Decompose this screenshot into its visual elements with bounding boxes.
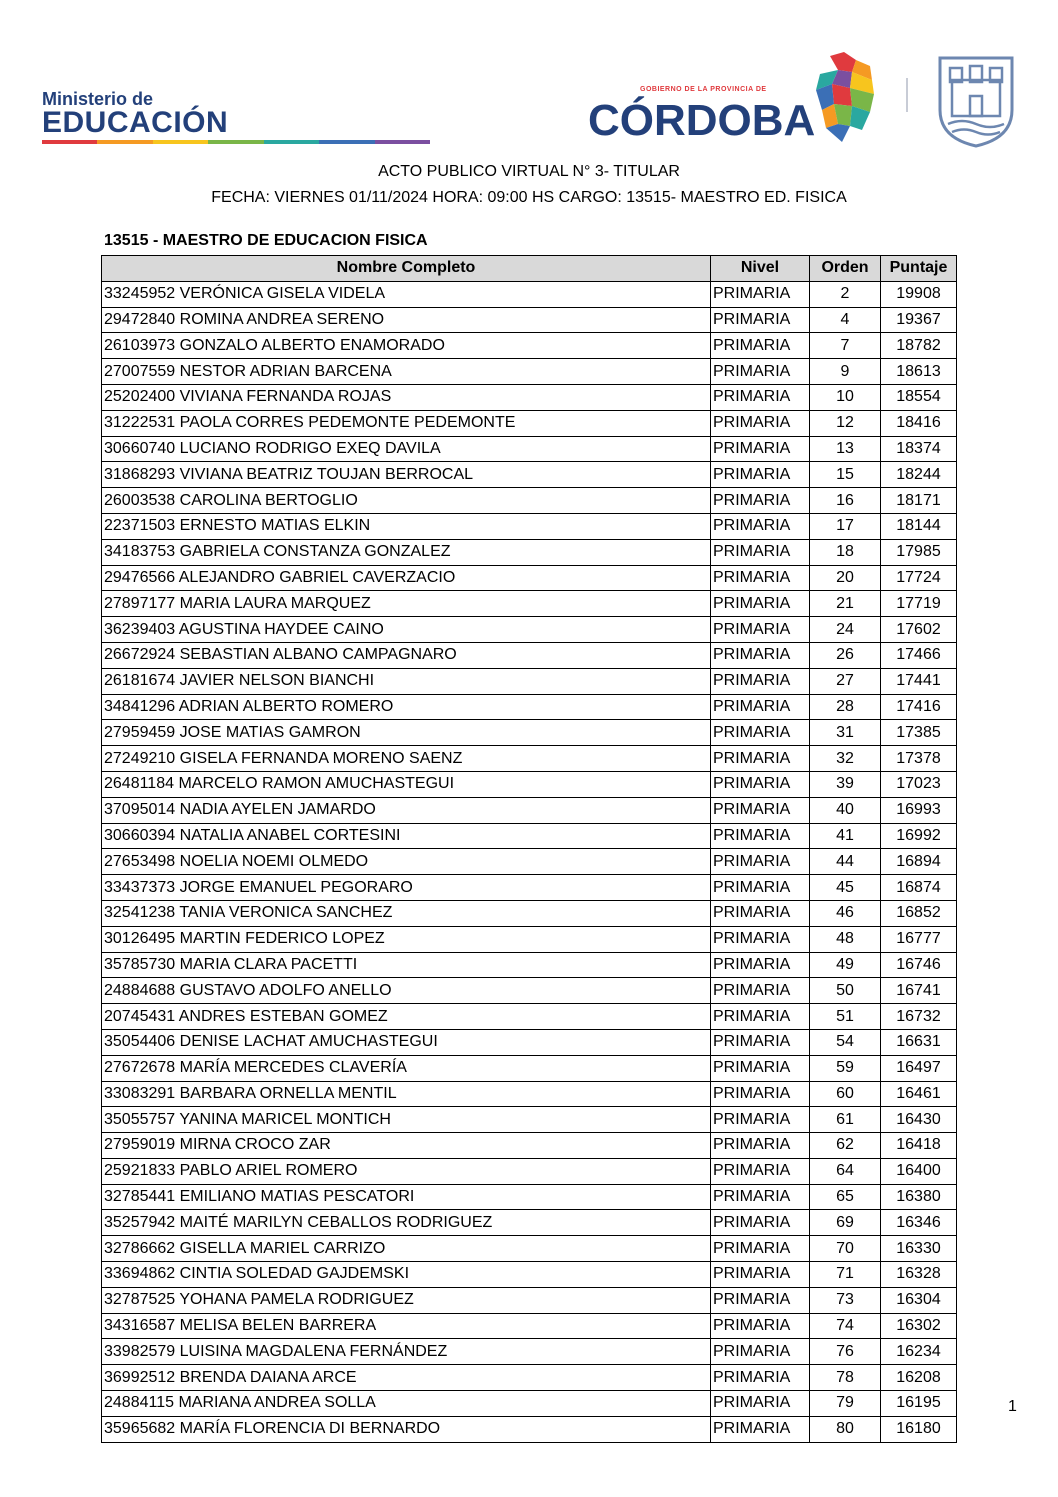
cell-nombre: 36239403 AGUSTINA HAYDEE CAINO — [102, 617, 711, 643]
cell-nombre: 35785730 MARIA CLARA PACETTI — [102, 952, 711, 978]
section-heading: 13515 - MAESTRO DE EDUCACION FISICA — [104, 232, 428, 249]
cell-puntaje: 16418 — [881, 1133, 957, 1159]
cell-nivel: PRIMARIA — [711, 539, 810, 565]
cell-nivel: PRIMARIA — [711, 410, 810, 436]
cell-puntaje: 16430 — [881, 1107, 957, 1133]
province-map-icon — [812, 50, 882, 145]
cell-orden: 16 — [810, 488, 881, 514]
table-row — [102, 849, 957, 875]
table-row — [102, 1081, 957, 1107]
cell-orden: 48 — [810, 926, 881, 952]
cell-nombre: 27959459 JOSE MATIAS GAMRON — [102, 720, 711, 746]
table-row — [102, 513, 957, 539]
cell-puntaje: 16631 — [881, 1029, 957, 1055]
cell-nivel: PRIMARIA — [711, 823, 810, 849]
cell-orden: 4 — [810, 307, 881, 333]
cell-puntaje: 17985 — [881, 539, 957, 565]
cell-nombre: 27897177 MARIA LAURA MARQUEZ — [102, 591, 711, 617]
cell-nombre: 22371503 ERNESTO MATIAS ELKIN — [102, 513, 711, 539]
table-row — [102, 1236, 957, 1262]
cell-nivel: PRIMARIA — [711, 281, 810, 307]
cell-orden: 17 — [810, 513, 881, 539]
cell-orden: 76 — [810, 1339, 881, 1365]
cell-puntaje: 17023 — [881, 771, 957, 797]
cell-orden: 21 — [810, 591, 881, 617]
cell-orden: 62 — [810, 1133, 881, 1159]
stripe-segment — [264, 140, 319, 144]
cell-nombre: 34183753 GABRIELA CONSTANZA GONZALEZ — [102, 539, 711, 565]
cell-nombre: 35055757 YANINA MARICEL MONTICH — [102, 1107, 711, 1133]
table-row — [102, 488, 957, 514]
cell-puntaje: 16497 — [881, 1055, 957, 1081]
cell-nombre: 33083291 BARBARA ORNELLA MENTIL — [102, 1081, 711, 1107]
cell-orden: 73 — [810, 1287, 881, 1313]
table-row — [102, 771, 957, 797]
page-number: 1 — [1008, 1398, 1017, 1415]
cell-nombre: 34841296 ADRIAN ALBERTO ROMERO — [102, 694, 711, 720]
cell-orden: 28 — [810, 694, 881, 720]
cell-nombre: 34316587 MELISA BELEN BARRERA — [102, 1313, 711, 1339]
column-header-nivel: Nivel — [711, 256, 810, 282]
cell-orden: 50 — [810, 978, 881, 1004]
cell-puntaje: 16746 — [881, 952, 957, 978]
cell-orden: 64 — [810, 1158, 881, 1184]
cell-nombre: 36992512 BRENDA DAIANA ARCE — [102, 1365, 711, 1391]
cell-nivel: PRIMARIA — [711, 462, 810, 488]
stripe-segment — [42, 140, 97, 144]
cell-nivel: PRIMARIA — [711, 642, 810, 668]
cell-orden: 80 — [810, 1416, 881, 1442]
table-row — [102, 410, 957, 436]
table-row — [102, 1416, 957, 1442]
cell-nivel: PRIMARIA — [711, 1391, 810, 1417]
cell-nivel: PRIMARIA — [711, 488, 810, 514]
cell-nombre: 30660394 NATALIA ANABEL CORTESINI — [102, 823, 711, 849]
cell-nivel: PRIMARIA — [711, 1133, 810, 1159]
cell-nivel: PRIMARIA — [711, 926, 810, 952]
ministry-color-stripe — [42, 140, 430, 144]
cell-orden: 31 — [810, 720, 881, 746]
table-row — [102, 668, 957, 694]
cell-orden: 45 — [810, 875, 881, 901]
cell-orden: 18 — [810, 539, 881, 565]
table-row — [102, 720, 957, 746]
cell-puntaje: 17385 — [881, 720, 957, 746]
cell-puntaje: 16195 — [881, 1391, 957, 1417]
cell-puntaje: 18613 — [881, 359, 957, 385]
cell-nombre: 35054406 DENISE LACHAT AMUCHASTEGUI — [102, 1029, 711, 1055]
table-row — [102, 1339, 957, 1365]
cell-puntaje: 18144 — [881, 513, 957, 539]
cell-nivel: PRIMARIA — [711, 900, 810, 926]
cell-nombre: 26103973 GONZALO ALBERTO ENAMORADO — [102, 333, 711, 359]
cell-nivel: PRIMARIA — [711, 1107, 810, 1133]
cell-puntaje: 17719 — [881, 591, 957, 617]
cell-nivel: PRIMARIA — [711, 1416, 810, 1442]
document-subtitle: FECHA: VIERNES 01/11/2024 HORA: 09:00 HS CARGO: 13515- MAESTRO ED. FISICA — [211, 189, 847, 206]
stripe-segment — [97, 140, 152, 144]
cell-puntaje: 16894 — [881, 849, 957, 875]
cell-orden: 32 — [810, 746, 881, 772]
cell-orden: 10 — [810, 384, 881, 410]
cell-nivel: PRIMARIA — [711, 1210, 810, 1236]
cell-orden: 13 — [810, 436, 881, 462]
cell-nombre: 37095014 NADIA AYELEN JAMARDO — [102, 797, 711, 823]
cell-puntaje: 16380 — [881, 1184, 957, 1210]
cell-nivel: PRIMARIA — [711, 307, 810, 333]
cell-orden: 61 — [810, 1107, 881, 1133]
cell-nivel: PRIMARIA — [711, 436, 810, 462]
cell-puntaje: 18554 — [881, 384, 957, 410]
table-row — [102, 1158, 957, 1184]
cell-orden: 24 — [810, 617, 881, 643]
cell-nombre: 25921833 PABLO ARIEL ROMERO — [102, 1158, 711, 1184]
table-row — [102, 1391, 957, 1417]
table-row — [102, 926, 957, 952]
cell-puntaje: 16993 — [881, 797, 957, 823]
table-row — [102, 333, 957, 359]
cell-nombre: 27249210 GISELA FERNANDA MORENO SAENZ — [102, 746, 711, 772]
cell-nivel: PRIMARIA — [711, 746, 810, 772]
cell-orden: 74 — [810, 1313, 881, 1339]
cell-nivel: PRIMARIA — [711, 694, 810, 720]
cell-puntaje: 16732 — [881, 1004, 957, 1030]
cell-nivel: PRIMARIA — [711, 849, 810, 875]
cell-puntaje: 17441 — [881, 668, 957, 694]
cell-puntaje: 16874 — [881, 875, 957, 901]
cell-orden: 44 — [810, 849, 881, 875]
cell-nombre: 32786662 GISELLA MARIEL CARRIZO — [102, 1236, 711, 1262]
cell-nivel: PRIMARIA — [711, 771, 810, 797]
cell-puntaje: 16328 — [881, 1262, 957, 1288]
cell-nombre: 33245952 VERÓNICA GISELA VIDELA — [102, 281, 711, 307]
cell-orden: 60 — [810, 1081, 881, 1107]
column-header-puntaje: Puntaje — [881, 256, 957, 282]
table-row — [102, 591, 957, 617]
cell-nombre: 29476566 ALEJANDRO GABRIEL CAVERZACIO — [102, 565, 711, 591]
table-row — [102, 462, 957, 488]
cell-nivel: PRIMARIA — [711, 384, 810, 410]
cell-nivel: PRIMARIA — [711, 875, 810, 901]
logo-separator — [906, 78, 908, 112]
cell-nivel: PRIMARIA — [711, 1055, 810, 1081]
cell-nivel: PRIMARIA — [711, 1365, 810, 1391]
cell-nombre: 27672678 MARÍA MERCEDES CLAVERÍA — [102, 1055, 711, 1081]
cell-nivel: PRIMARIA — [711, 1236, 810, 1262]
cell-orden: 69 — [810, 1210, 881, 1236]
table-row — [102, 281, 957, 307]
cell-nombre: 26003538 CAROLINA BERTOGLIO — [102, 488, 711, 514]
cell-puntaje: 16346 — [881, 1210, 957, 1236]
document-title: ACTO PUBLICO VIRTUAL N° 3- TITULAR — [378, 163, 680, 180]
cell-nombre: 35965682 MARÍA FLORENCIA DI BERNARDO — [102, 1416, 711, 1442]
cell-nivel: PRIMARIA — [711, 1262, 810, 1288]
cell-orden: 49 — [810, 952, 881, 978]
cell-puntaje: 16461 — [881, 1081, 957, 1107]
results-table — [101, 255, 957, 1443]
cell-orden: 7 — [810, 333, 881, 359]
table-row — [102, 307, 957, 333]
cell-nivel: PRIMARIA — [711, 720, 810, 746]
gov-small-text: GOBIERNO DE LA PROVINCIA DE — [640, 86, 767, 93]
ministry-line2: EDUCACIÓN — [42, 106, 229, 139]
table-row — [102, 875, 957, 901]
table-row — [102, 1107, 957, 1133]
cell-puntaje: 16400 — [881, 1158, 957, 1184]
cell-nombre: 26672924 SEBASTIAN ALBANO CAMPAGNARO — [102, 642, 711, 668]
cell-puntaje: 17416 — [881, 694, 957, 720]
cell-puntaje: 16180 — [881, 1416, 957, 1442]
cell-nivel: PRIMARIA — [711, 952, 810, 978]
cell-puntaje: 16302 — [881, 1313, 957, 1339]
table-row — [102, 694, 957, 720]
cell-nombre: 33437373 JORGE EMANUEL PEGORARO — [102, 875, 711, 901]
cell-orden: 2 — [810, 281, 881, 307]
cell-puntaje: 18244 — [881, 462, 957, 488]
column-header-nombre: Nombre Completo — [102, 256, 711, 282]
table-row — [102, 1365, 957, 1391]
table-row — [102, 359, 957, 385]
cell-orden: 15 — [810, 462, 881, 488]
cell-orden: 59 — [810, 1055, 881, 1081]
cell-puntaje: 19908 — [881, 281, 957, 307]
table-row — [102, 565, 957, 591]
cell-puntaje: 17466 — [881, 642, 957, 668]
cell-nombre: 30126495 MARTIN FEDERICO LOPEZ — [102, 926, 711, 952]
stripe-segment — [208, 140, 263, 144]
cell-orden: 79 — [810, 1391, 881, 1417]
cell-nivel: PRIMARIA — [711, 1004, 810, 1030]
cell-nombre: 24884688 GUSTAVO ADOLFO ANELLO — [102, 978, 711, 1004]
table-row — [102, 1055, 957, 1081]
cordoba-government-logo — [588, 50, 888, 150]
cell-orden: 70 — [810, 1236, 881, 1262]
cell-puntaje: 16234 — [881, 1339, 957, 1365]
cell-puntaje: 16741 — [881, 978, 957, 1004]
cell-puntaje: 17724 — [881, 565, 957, 591]
cell-nombre: 32787525 YOHANA PAMELA RODRIGUEZ — [102, 1287, 711, 1313]
ministerio-educacion-logo — [42, 90, 432, 150]
cell-nivel: PRIMARIA — [711, 978, 810, 1004]
cell-nivel: PRIMARIA — [711, 668, 810, 694]
cell-nivel: PRIMARIA — [711, 565, 810, 591]
table-row — [102, 1210, 957, 1236]
table-row — [102, 1004, 957, 1030]
table-row — [102, 952, 957, 978]
cell-nombre: 31868293 VIVIANA BEATRIZ TOUJAN BERROCAL — [102, 462, 711, 488]
cell-nivel: PRIMARIA — [711, 1081, 810, 1107]
table-row — [102, 384, 957, 410]
cell-nivel: PRIMARIA — [711, 359, 810, 385]
cell-nivel: PRIMARIA — [711, 797, 810, 823]
cell-puntaje: 18374 — [881, 436, 957, 462]
cell-nivel: PRIMARIA — [711, 1184, 810, 1210]
cell-puntaje: 17378 — [881, 746, 957, 772]
stripe-segment — [319, 140, 374, 144]
cell-orden: 40 — [810, 797, 881, 823]
table-row — [102, 900, 957, 926]
cell-nombre: 24884115 MARIANA ANDREA SOLLA — [102, 1391, 711, 1417]
cell-nombre: 33694862 CINTIA SOLEDAD GAJDEMSKI — [102, 1262, 711, 1288]
cell-puntaje: 18782 — [881, 333, 957, 359]
table-header-row — [102, 256, 957, 282]
cell-nivel: PRIMARIA — [711, 333, 810, 359]
cell-orden: 9 — [810, 359, 881, 385]
cell-puntaje: 17602 — [881, 617, 957, 643]
cell-orden: 51 — [810, 1004, 881, 1030]
cell-puntaje: 16330 — [881, 1236, 957, 1262]
table-row — [102, 1287, 957, 1313]
cell-nivel: PRIMARIA — [711, 1287, 810, 1313]
cell-nombre: 33982579 LUISINA MAGDALENA FERNÁNDEZ — [102, 1339, 711, 1365]
cell-orden: 54 — [810, 1029, 881, 1055]
cordoba-coat-of-arms-icon — [932, 52, 1020, 150]
table-row — [102, 1133, 957, 1159]
table-row — [102, 1262, 957, 1288]
cell-nombre: 29472840 ROMINA ANDREA SERENO — [102, 307, 711, 333]
cell-nombre: 32785441 EMILIANO MATIAS PESCATORI — [102, 1184, 711, 1210]
cell-nivel: PRIMARIA — [711, 617, 810, 643]
cell-orden: 26 — [810, 642, 881, 668]
stripe-segment — [375, 140, 430, 144]
cell-nombre: 27653498 NOELIA NOEMI OLMEDO — [102, 849, 711, 875]
cell-puntaje: 16304 — [881, 1287, 957, 1313]
cell-nivel: PRIMARIA — [711, 1313, 810, 1339]
table-row — [102, 436, 957, 462]
cell-orden: 20 — [810, 565, 881, 591]
table-row — [102, 797, 957, 823]
table-row — [102, 823, 957, 849]
cell-nombre: 27959019 MIRNA CROCO ZAR — [102, 1133, 711, 1159]
cell-nivel: PRIMARIA — [711, 513, 810, 539]
province-wordmark: CÓRDOBA — [588, 96, 816, 145]
table-row — [102, 978, 957, 1004]
cell-puntaje: 16992 — [881, 823, 957, 849]
ministry-line1: Ministerio de — [42, 89, 154, 109]
table-row — [102, 617, 957, 643]
cell-nivel: PRIMARIA — [711, 591, 810, 617]
cell-nombre: 35257942 MAITÉ MARILYN CEBALLOS RODRIGUEZ — [102, 1210, 711, 1236]
cell-nombre: 30660740 LUCIANO RODRIGO EXEQ DAVILA — [102, 436, 711, 462]
cell-nombre: 20745431 ANDRES ESTEBAN GOMEZ — [102, 1004, 711, 1030]
table-row — [102, 746, 957, 772]
cell-puntaje: 16208 — [881, 1365, 957, 1391]
cell-nombre: 32541238 TANIA VERONICA SANCHEZ — [102, 900, 711, 926]
cell-orden: 78 — [810, 1365, 881, 1391]
cell-orden: 39 — [810, 771, 881, 797]
table-row — [102, 1313, 957, 1339]
cell-orden: 46 — [810, 900, 881, 926]
cell-nombre: 26181674 JAVIER NELSON BIANCHI — [102, 668, 711, 694]
stripe-segment — [153, 140, 208, 144]
cell-nombre: 31222531 PAOLA CORRES PEDEMONTE PEDEMONTE — [102, 410, 711, 436]
cell-nivel: PRIMARIA — [711, 1029, 810, 1055]
cell-nombre: 26481184 MARCELO RAMON AMUCHASTEGUI — [102, 771, 711, 797]
table-row — [102, 642, 957, 668]
cell-orden: 12 — [810, 410, 881, 436]
cell-orden: 65 — [810, 1184, 881, 1210]
cell-puntaje: 16777 — [881, 926, 957, 952]
cell-puntaje: 18416 — [881, 410, 957, 436]
cell-nombre: 25202400 VIVIANA FERNANDA ROJAS — [102, 384, 711, 410]
cell-nivel: PRIMARIA — [711, 1158, 810, 1184]
column-header-orden: Orden — [810, 256, 881, 282]
cell-puntaje: 16852 — [881, 900, 957, 926]
cell-puntaje: 19367 — [881, 307, 957, 333]
cell-nombre: 27007559 NESTOR ADRIAN BARCENA — [102, 359, 711, 385]
table-row — [102, 1029, 957, 1055]
cell-orden: 41 — [810, 823, 881, 849]
table-row — [102, 1184, 957, 1210]
table-row — [102, 539, 957, 565]
cell-orden: 27 — [810, 668, 881, 694]
cell-nivel: PRIMARIA — [711, 1339, 810, 1365]
cell-orden: 71 — [810, 1262, 881, 1288]
cell-puntaje: 18171 — [881, 488, 957, 514]
